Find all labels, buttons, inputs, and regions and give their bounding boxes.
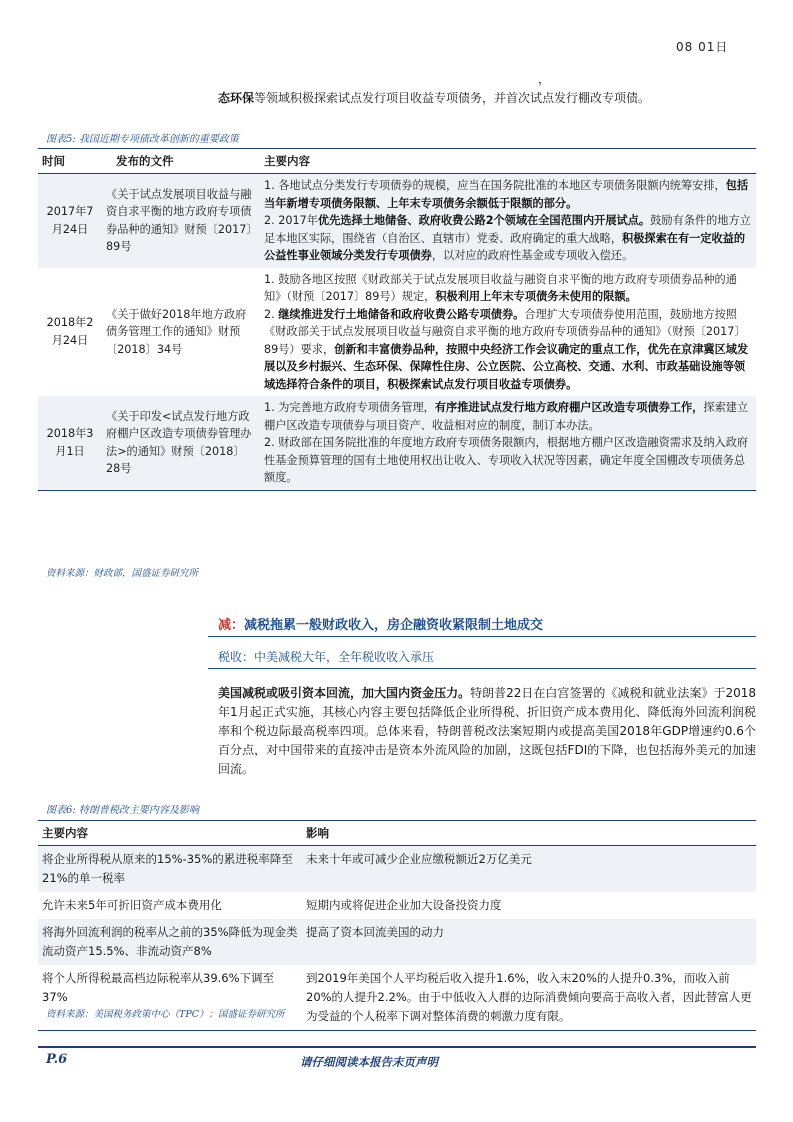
row-impact: 到2019年美国个人平均税后收入提升1.6%，收入末20%的人提升0.3%，而收入前20%的人提升2.2%。由于中低收入人群的边际消费倾向要高于高收入者，因此替富人更为受益的个人税率下调对整体消费的刺激力度有限。 (302, 965, 756, 1031)
table-row (38, 965, 756, 1031)
row-impact: 短期内或将促进企业加大设备投资力度 (306, 898, 502, 912)
fig5-header-content: 主要内容 (260, 149, 756, 174)
content-text: 合理扩大专项债券使用范围，鼓励地方按照《财政部关于试点发展项目收益与融资自求平衡的地方政府专项债券品种的通知》（财预〔2017〕89号）要求， (264, 307, 746, 356)
fig5-header-date: 时间 (38, 149, 102, 174)
content-text: 2. (264, 307, 279, 321)
fig6-title: 图表6: 特朗普税改主要内容及影响 (46, 805, 199, 816)
content-text: 1. 鼓励各地区按照《财政部关于试点发展项目收益与融资自求平衡的地方政府专项债券品种的通知》（财预〔2017〕89号）规定， (264, 272, 737, 303)
page-number: P.6 (46, 1052, 68, 1067)
table-row (38, 396, 756, 490)
row-impact: 提高了资本回流美国的动力 (302, 919, 756, 965)
row-content: 允许未来5年可折旧资产成本费用化 (42, 898, 222, 912)
lead-rest: 等领域积极探索试点发行项目收益专项债务，并首次试点发行棚改专项债。 (254, 91, 651, 105)
para-bold: 美国减税或吸引资本回流，加大国内资金压力。 (218, 686, 471, 700)
table-row (38, 174, 756, 268)
lead-sentence (218, 89, 758, 107)
row-content (260, 174, 756, 268)
content-bold: 优先选择土地储备、政府收费公路2个领域在全国范围内开展试点。 (317, 214, 651, 227)
table-row (38, 919, 756, 965)
body-paragraph (218, 684, 756, 779)
fig5-source: 资料来源：财政部，国盛证券研究所 (46, 568, 199, 579)
row-doc: 《关于做好2018年地方政府债务管理工作的通知》财预〔2018〕34号 (106, 307, 247, 356)
content-bold: 积极利用上年末专项债务未使用的限额。 (435, 290, 637, 303)
row-content: 将企业所得税从原来的15%-35%的累进税率降至21%的单一税率 (38, 846, 302, 893)
content-bold: 有序推进试点发行地方政府棚户区改造专项债券工作， (434, 401, 704, 414)
report-date: 08 01日 (676, 40, 729, 54)
content-text: 探索建立棚户区改造专项债券与项目资产、收益相对应的制度，制订本办法。 (264, 401, 749, 432)
fig5-table (38, 148, 756, 491)
fig6-header-impact: 影响 (302, 821, 756, 846)
content-bold: 积极探索在有一定收益的公益性事业领域分类发行专项债券 (264, 231, 746, 262)
row-content (260, 268, 756, 397)
row-content: 将海外回流利润的税率从之前的35%降低为现金类流动资产15.5%、非流动资产8% (38, 919, 302, 965)
row-content (260, 396, 756, 490)
content-bold: 继续推进发行土地储备和政府收费公路专项债券。 (278, 307, 525, 321)
row-doc: 《关于印发<试点发行地方政府棚户区改造专项债券管理办法>的通知》财预〔2018〕28号 (102, 396, 260, 490)
content-bold: 包括当年新增专项债务限额、上年末专项债务余额低于限额的部分。 (264, 179, 749, 210)
table-row (38, 268, 756, 397)
lead-bold: 态环保 (218, 91, 255, 105)
section-prefix: 减： (218, 618, 245, 633)
content-text: ，以对应的政府性基金或专项收入偿还。 (431, 249, 634, 262)
fig6-table (38, 820, 756, 1031)
content-text: 1. 各地试点分类发行专项债券的规模，应当在国务院批准的本地区专项债务限额内统筹安排， (264, 179, 726, 192)
row-date: 2018年2月24日 (46, 316, 94, 347)
row-doc: 《关于试点发展项目收益与融资自求平衡的地方政府专项债券品种的通知》财预〔2017〕89号 (102, 174, 260, 268)
table-row (38, 892, 756, 919)
stray-comma: ， (538, 72, 551, 86)
row-date: 2017年7月24日 (38, 174, 102, 268)
fig6-source: 资料来源：美国税务政策中心（TPC）；国盛证券研究所 (46, 1009, 285, 1020)
section-heading (218, 614, 543, 633)
table-row (38, 846, 756, 893)
footer-divider (38, 1046, 756, 1048)
fig5-header-doc: 发布的文件 (102, 149, 260, 174)
row-content: 将个人所得税最高档边际税率从39.6%下调至37% (38, 965, 302, 1031)
section-title: 减税拖累一般财政收入，房企融资收紧限制土地成交 (244, 618, 544, 633)
fig5-title: 图表5: 我国近期专项债改革创新的重要政策 (46, 134, 239, 145)
content-bold: 创新和丰富债券品种，按照中央经济工作会议确定的重点工作，优先在京津冀区域发展以及乡村振兴、生态环保、保障性住房、公立医院、公立高校、交通、水利、市政基础设施等领域选择符合条件的项目，积极探索试点发行项目收益专项债券。 (264, 342, 749, 391)
content-text: 1. 为完善地方政府专项债务管理， (264, 401, 435, 414)
content-text: 鼓励有条件的地方立足本地区实际，围绕省（自治区、直辖市）党委、政府确定的重大战略， (264, 214, 751, 245)
content-text: 2. 财政部在国务院批准的年度地方政府专项债务限额内，根据地方棚户区改造融资需求及纳入政府性基金预算管理的国有土地使用权出让收入、专项收入状况等因素，确定年度全国棚改专项债务总额度。 (264, 436, 749, 484)
row-impact: 未来十年或可减少企业应缴税额近2万亿美元 (302, 846, 756, 893)
fig6-header-content: 主要内容 (38, 821, 302, 846)
subsection-heading: 税收：中美减税大年，全年税收收入承压 (218, 650, 435, 664)
footer-disclaimer: 请仔细阅读本报告末页声明 (300, 1055, 438, 1069)
row-date: 2018年3月1日 (38, 396, 102, 490)
subsection-divider (208, 668, 756, 669)
content-text: 2. 2017年 (264, 214, 318, 227)
section-divider (208, 636, 756, 637)
para-text: 特朗普22日在白宫签署的《减税和就业法案》于2018年1月起正式实施，其核心内容主要包括降低企业所得税、折旧资产成本费用化、降低海外回流利润税率和个税边际最高税率四项。总体来看，特朗普税改法案短期内或提高美国2018年GDP增速约0.6个百分点，对中国带来的直接冲击是资本外流风险的加剧，这既包括FDI的下降，也包括海外美元的加速回流。 (218, 686, 756, 776)
